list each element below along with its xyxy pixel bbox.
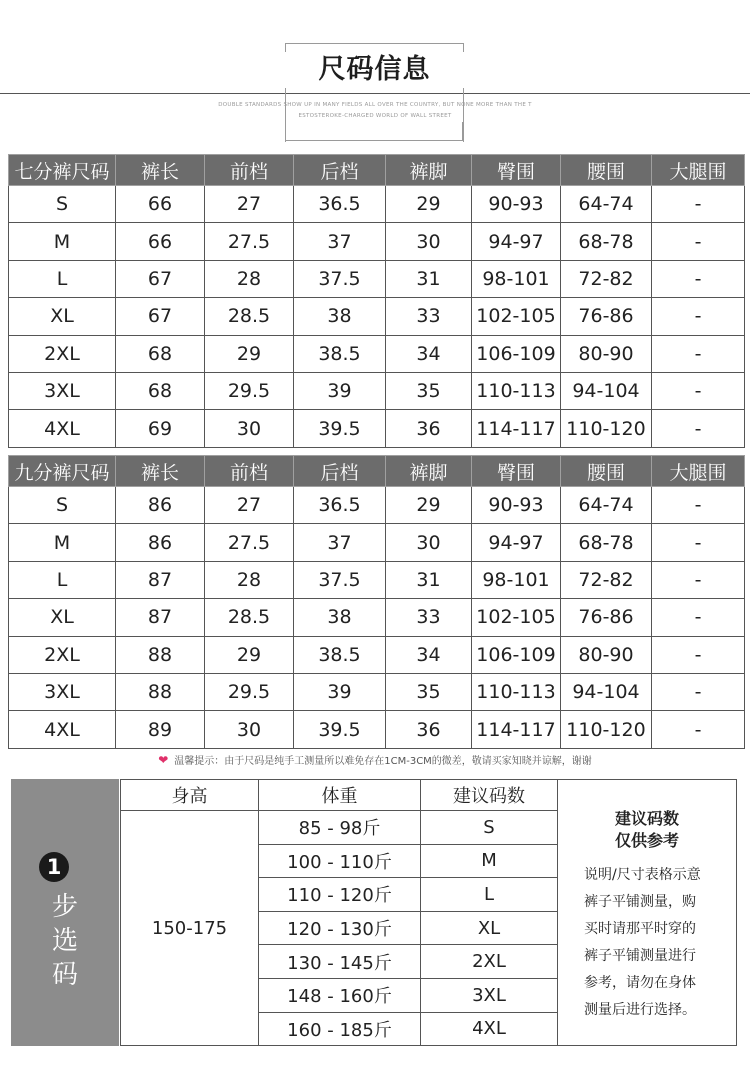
- table-cell: 114-117: [472, 711, 561, 748]
- rec-weight-cell: 110 - 120斤: [259, 878, 421, 912]
- table-cell: 34: [386, 335, 472, 372]
- table-cell: XL: [9, 599, 116, 636]
- column-header: 前档: [205, 456, 294, 487]
- table-cell: -: [652, 372, 745, 409]
- column-header: 腰围: [561, 155, 652, 186]
- table-cell: 28.5: [205, 298, 294, 335]
- rec-size-cell: M: [421, 844, 558, 878]
- table-row: [9, 524, 745, 561]
- table-cell: 37: [294, 223, 386, 260]
- table-cell: 31: [386, 260, 472, 297]
- table-cell: 68-78: [561, 223, 652, 260]
- table-cell: 88: [116, 636, 205, 673]
- table-cell: 94-104: [561, 673, 652, 710]
- table-cell: -: [652, 599, 745, 636]
- table-cell: 76-86: [561, 599, 652, 636]
- table-cell: 88: [116, 673, 205, 710]
- rec-notes-title-line: 仅供参考: [614, 831, 679, 850]
- table-cell: 29: [205, 636, 294, 673]
- column-header: 臀围: [472, 456, 561, 487]
- table-cell: 27: [205, 487, 294, 524]
- table-row: [9, 636, 745, 673]
- table-cell: 87: [116, 561, 205, 598]
- table-cell: 35: [386, 673, 472, 710]
- column-header: 九分裤尺码: [9, 456, 116, 487]
- table-cell: 106-109: [472, 335, 561, 372]
- rec-size-cell: 4XL: [421, 1012, 558, 1046]
- table-cell: 38.5: [294, 636, 386, 673]
- table-cell: 36.5: [294, 487, 386, 524]
- table-cell: 29: [386, 186, 472, 223]
- table-cell: 64-74: [561, 487, 652, 524]
- table-cell: 64-74: [561, 186, 652, 223]
- table-cell: -: [652, 487, 745, 524]
- table-cell: L: [9, 561, 116, 598]
- table-cell: 80-90: [561, 335, 652, 372]
- table-cell: 94-97: [472, 223, 561, 260]
- table-row: [9, 372, 745, 409]
- table-header-row: [9, 456, 745, 487]
- header-subtitle-line2: ESTOSTEROKE-CHARGED WORLD OF WALL STREET: [298, 113, 452, 119]
- table-cell: 34: [386, 636, 472, 673]
- column-header: 七分裤尺码: [9, 155, 116, 186]
- reminder-text: 温馨提示：由于尺码是纯手工测量所以难免存在1CM-3CM的微差，敬请买家知晓并谅解，谢谢: [174, 756, 592, 767]
- page-title: 尺码信息: [285, 52, 464, 88]
- rec-notes-title: [558, 808, 736, 852]
- table-cell: 29.5: [205, 673, 294, 710]
- table-cell: 2XL: [9, 636, 116, 673]
- table-cell: -: [652, 410, 745, 447]
- table-cell: 98-101: [472, 561, 561, 598]
- table-row: [9, 186, 745, 223]
- rec-notes-line: 说明/尺寸表格示意: [584, 867, 701, 883]
- table-cell: 102-105: [472, 298, 561, 335]
- table-cell: 39: [294, 372, 386, 409]
- table-cell: 30: [386, 524, 472, 561]
- table-cell: 86: [116, 487, 205, 524]
- table-cell: 33: [386, 599, 472, 636]
- rec-notes: [558, 780, 737, 1046]
- rec-size-cell: S: [421, 811, 558, 845]
- rec-header-size: 建议码数: [421, 780, 558, 811]
- table-cell: M: [9, 524, 116, 561]
- step-number-badge: 1: [39, 852, 69, 882]
- frame-bottom: [285, 140, 463, 141]
- table-row: [9, 599, 745, 636]
- table-cell: -: [652, 260, 745, 297]
- table-cell: 69: [116, 410, 205, 447]
- table-cell: 36.5: [294, 186, 386, 223]
- column-header: 前档: [205, 155, 294, 186]
- table-cell: 68: [116, 335, 205, 372]
- table-cell: 28: [205, 260, 294, 297]
- column-header: 裤长: [116, 155, 205, 186]
- rec-header-weight: 体重: [259, 780, 421, 811]
- table-header-row: [9, 155, 745, 186]
- rec-notes-line: 参考，请勿在身体: [584, 975, 696, 991]
- table-cell: 4XL: [9, 711, 116, 748]
- frame-right-tick: [462, 122, 463, 141]
- rec-notes-line: 裤子平铺测量进行: [584, 948, 696, 964]
- table-cell: 87: [116, 599, 205, 636]
- table-cell: -: [652, 524, 745, 561]
- rec-header-height: 身高: [121, 780, 259, 811]
- table-cell: 38: [294, 298, 386, 335]
- table-cell: M: [9, 223, 116, 260]
- table-cell: 30: [205, 410, 294, 447]
- table-row: [9, 223, 745, 260]
- table-cell: 27: [205, 186, 294, 223]
- column-header: 后档: [294, 456, 386, 487]
- column-header: 裤脚: [386, 456, 472, 487]
- table-cell: 28.5: [205, 599, 294, 636]
- table-cell: 90-93: [472, 487, 561, 524]
- column-header: 后档: [294, 155, 386, 186]
- table-cell: 38.5: [294, 335, 386, 372]
- rec-weight-cell: 130 - 145斤: [259, 945, 421, 979]
- table-cell: 29: [386, 487, 472, 524]
- table-cell: XL: [9, 298, 116, 335]
- table-cell: 106-109: [472, 636, 561, 673]
- column-header: 裤长: [116, 456, 205, 487]
- rec-header-row: [121, 780, 737, 811]
- table-cell: 72-82: [561, 561, 652, 598]
- rec-weight-cell: 160 - 185斤: [259, 1012, 421, 1046]
- table-cell: 102-105: [472, 599, 561, 636]
- table-cell: 86: [116, 524, 205, 561]
- table-cell: 110-113: [472, 372, 561, 409]
- table-cell: L: [9, 260, 116, 297]
- table-row: [9, 487, 745, 524]
- rec-notes-title-line: 建议码数: [614, 809, 679, 828]
- table-cell: 90-93: [472, 186, 561, 223]
- table-cell: -: [652, 186, 745, 223]
- rec-weight-cell: 85 - 98斤: [259, 811, 421, 845]
- step-panel: [11, 779, 119, 1046]
- step-char-1: 步: [51, 892, 78, 922]
- table-cell: 68: [116, 372, 205, 409]
- column-header: 大腿围: [652, 155, 745, 186]
- table-cell: 36: [386, 410, 472, 447]
- ankle-size-table: [8, 455, 745, 749]
- capri-size-table: [8, 154, 745, 448]
- rec-size-cell: L: [421, 878, 558, 912]
- table-cell: 27.5: [205, 223, 294, 260]
- header-subtitle-line1: DOUBLE STANDARDS SHOW UP IN MANY FIELDS ALL OVER THE COUNTRY, BUT NONE MORE THAN THE T: [218, 102, 532, 108]
- rec-weight-cell: 100 - 110斤: [259, 844, 421, 878]
- table-cell: 94-104: [561, 372, 652, 409]
- table-cell: 39: [294, 673, 386, 710]
- table-cell: 39.5: [294, 711, 386, 748]
- table-cell: 68-78: [561, 524, 652, 561]
- table-cell: 110-120: [561, 711, 652, 748]
- table-cell: 39.5: [294, 410, 386, 447]
- table-cell: 80-90: [561, 636, 652, 673]
- frame-left-tick: [285, 122, 286, 141]
- column-header: 臀围: [472, 155, 561, 186]
- table-cell: 76-86: [561, 298, 652, 335]
- table-cell: 72-82: [561, 260, 652, 297]
- rec-size-cell: 3XL: [421, 978, 558, 1012]
- table-cell: 31: [386, 561, 472, 598]
- reminder-note: [0, 752, 750, 767]
- table-cell: -: [652, 636, 745, 673]
- table-row: [9, 711, 745, 748]
- rec-notes-line: 裤子平铺测量，购: [584, 894, 696, 910]
- rec-height-range: 150-175: [121, 811, 259, 1046]
- table-row: [9, 410, 745, 447]
- table-row: [9, 298, 745, 335]
- table-cell: 4XL: [9, 410, 116, 447]
- table-cell: 66: [116, 223, 205, 260]
- table-cell: S: [9, 186, 116, 223]
- rec-size-cell: 2XL: [421, 945, 558, 979]
- rec-weight-cell: 148 - 160斤: [259, 978, 421, 1012]
- table-cell: 28: [205, 561, 294, 598]
- column-header: 裤脚: [386, 155, 472, 186]
- table-cell: 38: [294, 599, 386, 636]
- table-cell: 37: [294, 524, 386, 561]
- step-char-2: 选: [51, 926, 78, 956]
- rec-notes-line: 买时请那平时穿的: [584, 921, 696, 937]
- table-cell: -: [652, 335, 745, 372]
- table-cell: 29.5: [205, 372, 294, 409]
- table-cell: 2XL: [9, 335, 116, 372]
- column-header: 大腿围: [652, 456, 745, 487]
- table-cell: 3XL: [9, 372, 116, 409]
- heart-icon: ❤: [158, 753, 169, 767]
- rec-weight-cell: 120 - 130斤: [259, 911, 421, 945]
- table-cell: 37.5: [294, 561, 386, 598]
- table-cell: 33: [386, 298, 472, 335]
- table-row: [9, 335, 745, 372]
- table-cell: 37.5: [294, 260, 386, 297]
- size-recommendation-table: [120, 779, 737, 1046]
- table-cell: 110-120: [561, 410, 652, 447]
- table-cell: 98-101: [472, 260, 561, 297]
- table-cell: 29: [205, 335, 294, 372]
- table-cell: -: [652, 298, 745, 335]
- column-header: 腰围: [561, 456, 652, 487]
- step-char-3: 码: [51, 960, 78, 990]
- table-cell: 30: [205, 711, 294, 748]
- table-cell: 27.5: [205, 524, 294, 561]
- rec-size-cell: XL: [421, 911, 558, 945]
- table-cell: S: [9, 487, 116, 524]
- table-cell: 89: [116, 711, 205, 748]
- rec-notes-body: [584, 862, 736, 1024]
- table-cell: 35: [386, 372, 472, 409]
- table-row: [9, 673, 745, 710]
- table-cell: 3XL: [9, 673, 116, 710]
- table-cell: 94-97: [472, 524, 561, 561]
- table-cell: 114-117: [472, 410, 561, 447]
- table-cell: -: [652, 561, 745, 598]
- table-cell: 110-113: [472, 673, 561, 710]
- table-row: [9, 260, 745, 297]
- table-cell: 36: [386, 711, 472, 748]
- table-cell: 66: [116, 186, 205, 223]
- table-cell: 30: [386, 223, 472, 260]
- table-cell: -: [652, 673, 745, 710]
- table-cell: -: [652, 223, 745, 260]
- table-cell: -: [652, 711, 745, 748]
- rec-notes-line: 测量后进行选择。: [584, 1002, 696, 1018]
- table-cell: 67: [116, 298, 205, 335]
- table-cell: 67: [116, 260, 205, 297]
- table-row: [9, 561, 745, 598]
